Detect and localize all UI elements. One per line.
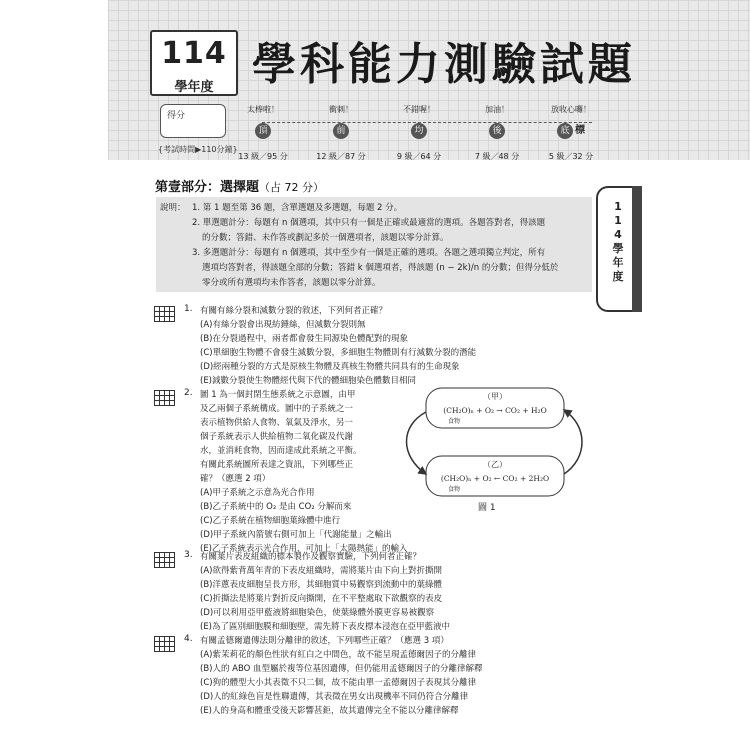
year-box <box>150 30 238 96</box>
option-b: (B)人的 ABO 血型屬於複等位基因遺傳，但仍能用孟德爾因子的分離律解釋 <box>200 664 483 674</box>
tier-requirement: 13 級／95 分 <box>238 152 288 161</box>
figure-caption: 圖 1 <box>478 503 496 513</box>
tier-requirement: 7 級／48 分 <box>474 152 520 161</box>
tier-requirement: 12 級／87 分 <box>316 152 366 161</box>
tier-front <box>306 104 376 162</box>
answer-grid[interactable] <box>154 552 180 568</box>
instruction-line: 選項均答對者，得該題全部的分數；答錯 k 個選項者，得該題 (n − 2k)/n 的分數；但得分低於 <box>202 263 559 273</box>
option-a: (A)有絲分裂會出現紡錘絲，但減數分裂則無 <box>200 320 366 330</box>
tier-cheer: 放收心囉！ <box>551 105 591 114</box>
grade-badge: 均 <box>411 123 427 139</box>
instruction-line: 2. 單選題計分：每題有 n 個選項，其中只有一個是正確或最適當的選項。各題答對者，得該題 <box>192 218 546 228</box>
option-b: (B)在分裂過程中，兩者都會發生同源染色體配對的現象 <box>200 334 408 344</box>
tier-cheer: 太棒啦！ <box>247 105 279 114</box>
subsystem-a-label: （甲） <box>483 392 507 401</box>
year-label: 學年度 <box>174 80 214 95</box>
instruction-line: 3. 多選題計分：每題有 n 個選項，其中至少有一個是正確的選項。各題之選項獨立判定，所有 <box>192 248 546 258</box>
instruction-line: 的分數；答錯、未作答或劃記多於一個選項者，該題以零分計算。 <box>202 233 449 243</box>
question-3 <box>154 550 594 630</box>
question-number: 4. <box>184 634 193 644</box>
grade-badge: 底 <box>557 123 573 139</box>
grade-badge: 前 <box>333 123 349 139</box>
ecosystem-diagram <box>396 386 592 518</box>
tier-back <box>462 104 532 162</box>
side-year-tab <box>596 186 642 312</box>
answer-grid[interactable] <box>154 306 180 322</box>
section-points: （占 72 分） <box>259 181 325 194</box>
question-1 <box>154 304 594 384</box>
question-stem: 有關孟德爾遺傳法則分離律的敘述，下列哪些正確？（應選 3 項） <box>200 636 449 646</box>
tier-cheer: 加油！ <box>485 105 509 114</box>
option-c: (C)折撕法是將葉片對折反向撕開，在不平整處取下欲觀察的表皮 <box>200 594 443 604</box>
subsystem-a-equation: (CH₂O)ₙ + O₂ → CO₂ + H₂O <box>443 406 547 415</box>
section-title <box>155 176 324 195</box>
option-d: (D)可以利用亞甲藍液將細胞染色，使葉綠體外膜更容易被觀察 <box>200 608 435 618</box>
question-number: 3. <box>184 550 193 560</box>
question-stem-line: 水，並消耗食物，因而達成此系統之平衡。 <box>200 446 362 456</box>
option-a: (A)甲子系統之示意為光合作用 <box>200 488 315 498</box>
flow-arrow-right <box>564 410 582 474</box>
option-e: (E)人的身高和體重受後天影響甚鉅，故其遺傳完全不能以分離律解釋 <box>200 706 459 716</box>
question-stem: 有關有絲分裂和減數分裂的敘述，下列何者正確？ <box>200 306 388 316</box>
question-stem-line: 及乙兩個子系統構成。圖中的子系統之一 <box>200 404 354 414</box>
option-c: (C)單細胞生物體不會發生減數分裂，多細胞生物體則有行減數分裂的潛能 <box>200 348 477 358</box>
grade-badge: 頂 <box>255 123 271 139</box>
question-stem-line: 表示植物供給人食物、氧氣及淨水，另一 <box>200 418 354 428</box>
question-stem-line: 確？（應選 2 項） <box>200 474 271 484</box>
question-stem-line: 有關此系統圖所表達之資訊，下列哪些正 <box>200 460 354 470</box>
tier-average <box>384 104 454 162</box>
question-2 <box>154 388 408 554</box>
instruction-line: 1. 第 1 題至第 36 題，含單選題及多選題，每題 2 分。 <box>192 203 403 213</box>
tier-top <box>228 104 298 162</box>
tier-requirement: 9 級／64 分 <box>396 152 442 161</box>
tier-cheer: 不錯喔！ <box>403 105 435 114</box>
flow-arrow-left <box>407 412 427 474</box>
question-stem: 有關葉片表皮組織的標本製作及觀察實驗，下列何者正確？ <box>200 552 422 562</box>
option-e: (E)乙子系統表示光合作用，可加上「太陽熱能」的輸入 <box>200 544 408 554</box>
subsystem-b-equation: (CH₂O)ₙ + O₂ ← CO₂ + 2H₂O <box>440 474 550 483</box>
option-d: (D)人的紅綠色盲是性聯遺傳，其表徵在男女出現機率不同仍符合分離律 <box>200 692 469 702</box>
question-number: 1. <box>184 304 193 314</box>
answer-grid[interactable] <box>154 636 180 652</box>
tier-bottom <box>536 104 606 162</box>
score-label: 得分 <box>167 111 186 121</box>
option-e: (E)為了區別細胞膜和細胞壁，需先將下表皮標本浸泡在亞甲藍液中 <box>200 622 451 632</box>
option-b: (B)乙子系統中的 O₂ 是由 CO₂ 分解而來 <box>200 502 352 512</box>
tier-cheer: 衝刺！ <box>329 105 353 114</box>
option-b: (B)洋蔥表皮細胞呈長方形，其細胞質中易觀察到流動中的葉綠體 <box>200 580 442 590</box>
subsystem-b-food-label: 食物 <box>447 486 461 493</box>
subsystem-a-food-label: 食物 <box>447 418 461 425</box>
instructions-box <box>156 197 592 292</box>
question-stem-line: 圖 1 為一個封閉生態系統之示意圖，由甲 <box>200 390 356 400</box>
option-c: (C)乙子系統在植物細胞葉綠體中進行 <box>200 516 341 526</box>
question-stem-line: 個子系統表示人供給植物二氧化碳及代謝 <box>200 432 354 442</box>
side-tab-label: 1 1 4 學 年 度 <box>612 200 624 283</box>
time-note: {考試時間▶110分鐘} <box>158 145 238 154</box>
instructions-head: 說明： <box>160 203 186 213</box>
question-number: 2. <box>184 388 193 398</box>
page-title: 學科能力測驗試題 <box>252 39 636 90</box>
option-a: (A)欲得紫背萬年青的下表皮組織時，需將葉片由下向上對折撕開 <box>200 566 442 576</box>
grade-suffix: 標 <box>575 125 585 136</box>
score-box <box>160 104 226 138</box>
option-a: (A)紫茉莉花的顏色性狀有紅白之中間色，故不能呈現孟德爾因子的分離律 <box>200 650 476 660</box>
tier-requirement: 5 級／32 分 <box>548 152 594 161</box>
instruction-line: 零分或所有選項均未作答者，該題以零分計算。 <box>202 278 381 288</box>
year-number: 114 <box>161 36 227 71</box>
answer-grid[interactable] <box>154 390 180 406</box>
question-4 <box>154 634 594 718</box>
subsystem-b-label: （乙） <box>483 460 507 469</box>
option-e: (E)減數分裂使生物體經代與下代的體細胞染色體數目相同 <box>200 376 417 386</box>
grade-badge: 後 <box>489 123 505 139</box>
option-d: (D)甲子系統內箭號右側可加上「代謝能量」之輸出 <box>200 530 392 540</box>
option-c: (C)狗的體型大小其表徵不只二個，故不能由單一孟德爾因子表現其分離律 <box>200 678 477 688</box>
option-d: (D)經兩種分裂的方式是原核生物體及真核生物體共同具有的生命現象 <box>200 362 460 372</box>
section-title-text: 第壹部分：選擇題 <box>155 180 260 195</box>
